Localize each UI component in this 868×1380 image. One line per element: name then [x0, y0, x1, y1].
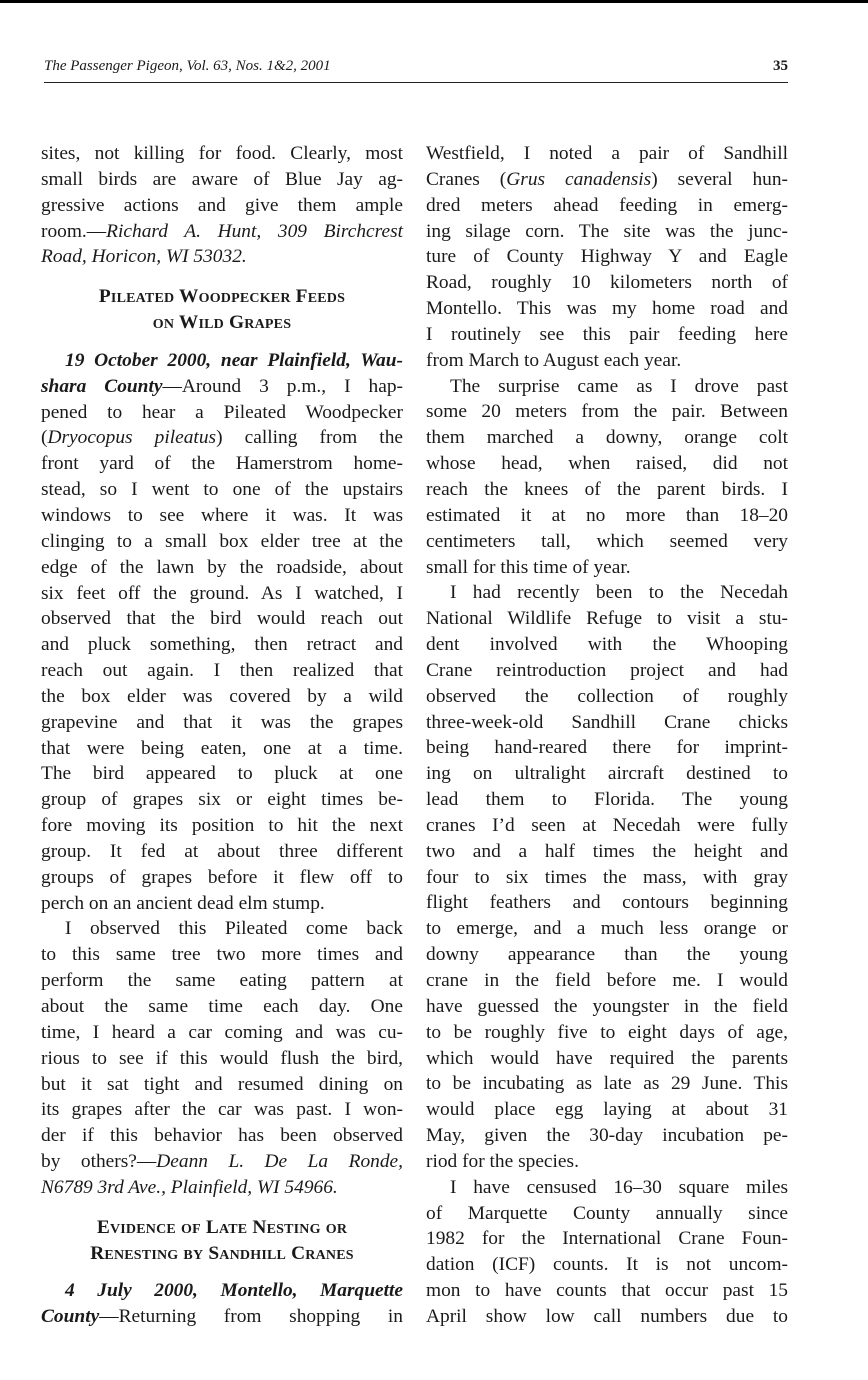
paragraph [41, 348, 403, 917]
text-line: (Dryocopus pileatus) calling from the [41, 427, 403, 449]
text-line: clinging to a small box elder tree at the [41, 530, 403, 552]
paragraph [41, 1278, 403, 1330]
text-line: six feet off the ground. As I watched, I [41, 582, 403, 604]
text-line: I observed this Pileated come back [65, 918, 403, 940]
text-line: and pluck something, then retract and [41, 634, 403, 656]
paragraph [426, 374, 788, 581]
text-line: mon to have counts that occur past 15 [426, 1280, 788, 1302]
text-line: whose head, when raised, did not [426, 453, 788, 475]
heading-line: Renesting by Sandhill Cranes [90, 1242, 354, 1264]
text-line: centimeters tall, which seemed very [426, 530, 788, 552]
right-column [426, 141, 788, 1330]
text-line: ing on ultralight aircraft destined to [426, 763, 788, 785]
journal-citation: The Passenger Pigeon, Vol. 63, Nos. 1&2, 2001 [44, 58, 331, 74]
text-line: which would have required the parents [426, 1047, 788, 1069]
text-line: May, given the 30-day incubation pe- [426, 1125, 788, 1147]
species-name: Grus canadensis [506, 168, 652, 190]
text-line: edge of the lawn by the roadside, about [41, 556, 403, 578]
text-line: Crane reintroduction project and had [426, 659, 788, 681]
text-line: Westfield, I noted a pair of Sandhill [426, 143, 788, 164]
author-signature: Richard A. Hunt, 309 Birchcrest [106, 220, 403, 242]
text-line: three-week-old Sandhill Crane chicks [426, 711, 788, 733]
text-line [41, 1278, 403, 1304]
text-line: have guessed the youngster in the field [426, 995, 788, 1017]
author-signature: Deann L. De La Ronde, [156, 1151, 403, 1173]
text-line: time, I heard a car coming and was cu- [41, 1021, 403, 1043]
text-line: dred meters ahead feeding in emerg- [426, 194, 788, 216]
text-line: I routinely see this pair feeding here [426, 323, 788, 345]
top-rule [0, 0, 868, 3]
text-run: room.— [41, 220, 107, 242]
text-line [41, 244, 403, 270]
text-line: rious to see if this would flush the bird, [41, 1047, 403, 1069]
text-run: Cranes ( [426, 168, 507, 190]
text-line: der if this behavior has been observed [41, 1125, 403, 1147]
author-address: Road, Horicon, WI 53032. [41, 246, 247, 268]
text-line: stead, so I went to one of the upstairs [41, 479, 403, 501]
paragraph [426, 141, 788, 374]
text-line [41, 348, 403, 374]
species-name: Dryocopus pileatus [47, 427, 217, 449]
text-line: flight feathers and contours beginning [426, 892, 788, 914]
text-line [41, 374, 403, 400]
text-line: the box elder was covered by a wild [41, 685, 403, 707]
text-line: four to six times the mass, with gray [426, 866, 788, 888]
text-line: sites, not killing for food. Clearly, most [41, 143, 403, 164]
heading-line: Pileated Woodpecker Feeds [98, 286, 346, 308]
text-run: ) several hun- [651, 168, 788, 190]
text-line: The bird appeared to pluck at one [41, 763, 403, 785]
text-line: reach the knees of the parent birds. I [426, 478, 788, 500]
text-line: The surprise came as I drove past [450, 375, 788, 397]
text-line [41, 219, 403, 245]
text-line: observed the collection of roughly [426, 685, 788, 707]
text-line: cranes I’d seen at Necedah were fully [426, 814, 788, 836]
text-line: about the same time each day. One [41, 996, 403, 1017]
text-line: estimated it at no more than 18–20 [426, 504, 788, 526]
text-line: perch on an ancient dead elm stump. [41, 892, 325, 914]
text-line: to be roughly five to eight days of age, [426, 1021, 788, 1043]
text-line: Road, roughly 10 kilometers north of [426, 272, 788, 294]
dateline: shara County [41, 375, 163, 397]
text-line: some 20 meters from the pair. Between [426, 401, 788, 423]
text-line: lead them to Florida. The young [426, 789, 788, 811]
text-line [41, 1149, 403, 1175]
text-run: —Returning from shopping in [99, 1306, 403, 1328]
section-heading [41, 1215, 403, 1267]
text-line: small birds are aware of Blue Jay ag- [41, 168, 403, 190]
text-line: perform the same eating pattern at [41, 970, 403, 992]
text-line: being hand-reared there for imprint- [426, 737, 788, 759]
text-line: ing silage corn. The site was the junc- [426, 220, 788, 242]
text-line: downy appearance than the young [426, 944, 788, 966]
text-line: windows to see where it was. It was [41, 504, 403, 526]
text-run: by others?— [41, 1151, 157, 1173]
text-line: April show low call numbers due to [426, 1305, 788, 1327]
text-line: of Marquette County annually since [426, 1202, 788, 1224]
text-line: reach out again. I then realized that [41, 660, 403, 682]
text-line: dent involved with the Whooping [426, 634, 788, 656]
paragraph [41, 141, 403, 270]
text-line [41, 1175, 403, 1201]
left-column [41, 141, 403, 1330]
text-line: grapevine and that it was the grapes [41, 711, 403, 733]
heading-line: Evidence of Late Nesting or [96, 1216, 348, 1238]
dateline: 4 July 2000, Montello, Marquette [65, 1280, 403, 1302]
text-line: National Wildlife Refuge to visit a stu- [426, 608, 788, 630]
text-run: ) calling from the [216, 427, 403, 449]
running-head [44, 58, 788, 83]
text-line: front yard of the Hamerstrom home- [41, 453, 403, 475]
text-line: Montello. This was my home road and [426, 298, 788, 320]
paragraph [41, 916, 403, 1200]
text-line: to this same tree two more times and [41, 944, 403, 966]
text-line: groups of grapes before it flew off to [41, 866, 403, 888]
text-run: —Around 3 p.m., I hap- [162, 375, 403, 397]
text-line: I had recently been to the Necedah [450, 582, 788, 604]
text-line: crane in the field before me. I would [426, 970, 788, 991]
text-line: its grapes after the car was past. I won- [41, 1099, 403, 1121]
text-line: 1982 for the International Crane Foun- [426, 1228, 788, 1250]
text-line: to be incubating as late as 29 June. This [426, 1073, 788, 1095]
text-line: gressive actions and give them ample [41, 194, 403, 216]
text-line: would place egg laying at about 31 [426, 1099, 788, 1121]
text-line: dation (ICF) counts. It is not uncom- [426, 1254, 788, 1276]
text-line: that were being eaten, one at a time. [41, 737, 403, 759]
dateline: 19 October 2000, near Plainfield, Wau- [65, 349, 403, 371]
text-line: ture of County Highway Y and Eagle [426, 246, 788, 268]
text-line: fore moving its position to hit the next [41, 815, 403, 837]
dateline: County [41, 1306, 100, 1328]
page-number: 35 [773, 58, 788, 74]
text-line [41, 1304, 403, 1330]
text-line: them marched a downy, orange colt [426, 427, 788, 449]
text-line: two and a half times the height and [426, 840, 788, 862]
text-line: group of grapes six or eight times be- [41, 789, 403, 811]
text-line: pened to hear a Pileated Woodpecker [41, 401, 403, 423]
paragraph [426, 580, 788, 1174]
section-heading [41, 284, 403, 336]
paragraph [426, 1175, 788, 1330]
text-line: I have censused 16–30 square miles [450, 1176, 788, 1198]
heading-line: on Wild Grapes [152, 312, 292, 334]
text-line: small for this time of year. [426, 556, 631, 578]
text-line: observed that the bird would reach out [41, 608, 403, 630]
author-address: N6789 3rd Ave., Plainfield, WI 54966. [41, 1176, 338, 1198]
text-line: riod for the species. [426, 1150, 579, 1172]
text-line [426, 167, 788, 193]
text-line: group. It fed at about three different [41, 840, 403, 862]
text-line: but it sat tight and resumed dining on [41, 1073, 403, 1095]
text-line: to emerge, and a much less orange or [426, 918, 788, 940]
text-line: from March to August each year. [426, 349, 682, 371]
